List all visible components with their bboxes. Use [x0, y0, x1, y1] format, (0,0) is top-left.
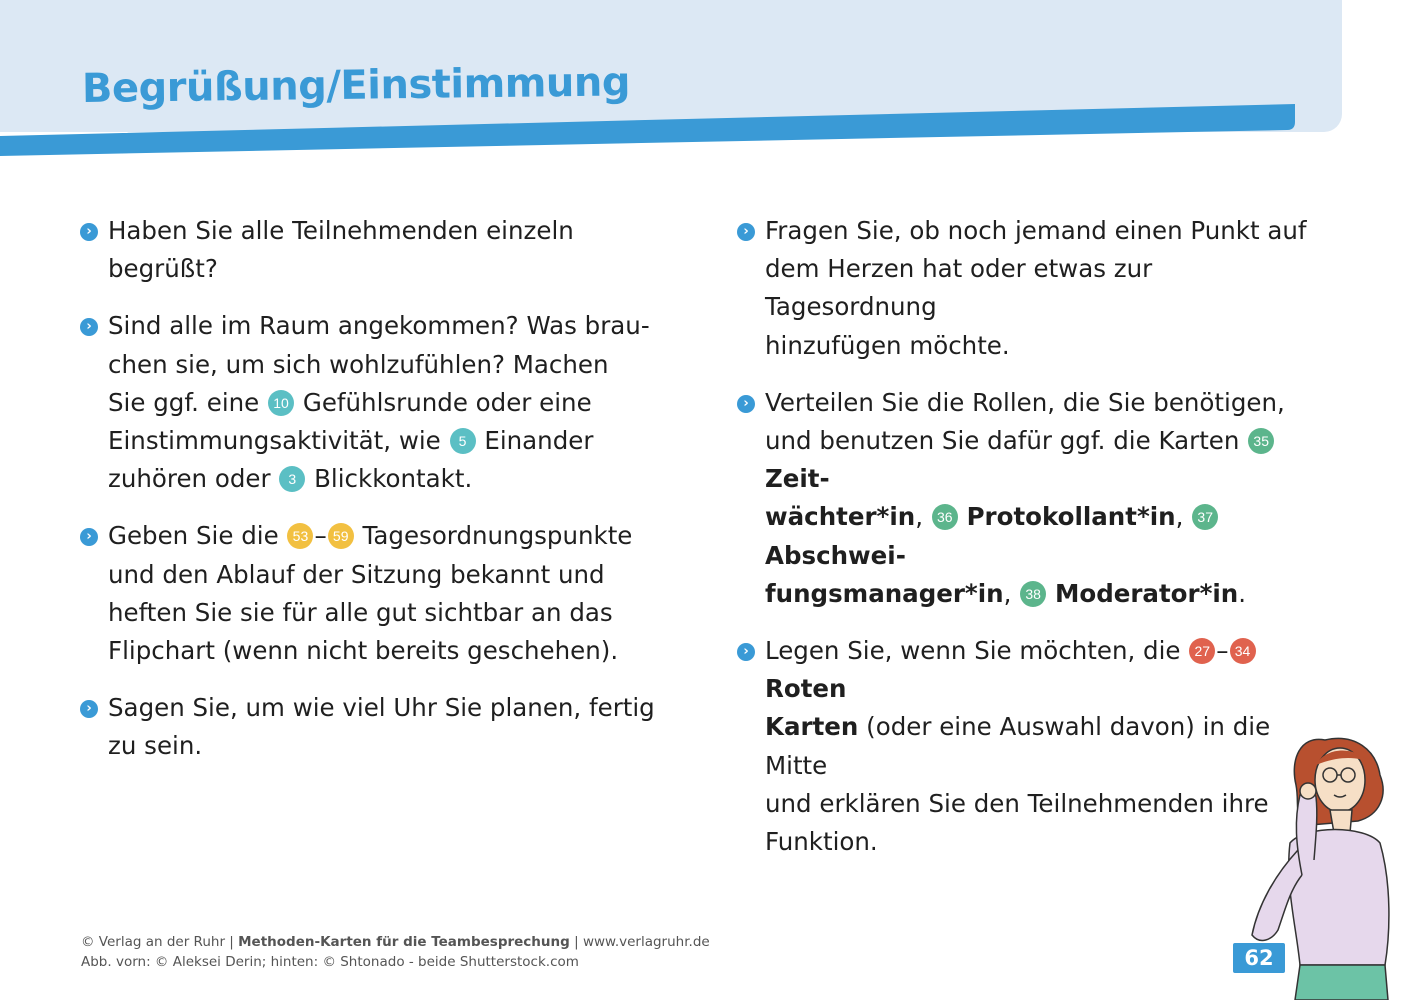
- list-item: › Sagen Sie, um wie viel Uhr Sie planen, fertig zu sein.: [80, 689, 660, 765]
- footer-copyright: © Verlag an der Ruhr | Methoden-Karten für die Teambesprechung | www.verlagruhr.de: [81, 934, 710, 950]
- footer: [81, 933, 710, 972]
- card-number-badge: 38: [1020, 581, 1046, 607]
- card-number-badge: 36: [932, 504, 958, 530]
- card-number-badge: 34: [1230, 638, 1256, 664]
- card-number-badge: 37: [1192, 504, 1218, 530]
- arrow-right-circle-icon: ›: [737, 395, 755, 413]
- card-number-badge: 10: [268, 390, 294, 416]
- card-number-badge: 5: [450, 428, 476, 454]
- card-number-badge: 53: [287, 523, 313, 549]
- arrow-right-circle-icon: ›: [80, 700, 98, 718]
- list-item: › Haben Sie alle Teilnehmenden einzeln begrüßt?: [80, 212, 660, 288]
- list-item: › Verteilen Sie die Rollen, die Sie benötigen, und benutzen Sie dafür ggf. die Karten 35 Zeit- wächter*in, 36 Protokollant*in, 37 Abschwei- fungsmanager*in, 38 Moderator*in.: [737, 384, 1317, 613]
- card-number-badge: 3: [279, 466, 305, 492]
- card-number-badge: 27: [1189, 638, 1215, 664]
- list-item: › Legen Sie, wenn Sie möchten, die 27 – 34 Roten Karten (oder eine Auswahl davon) in die Mitte und erklären Sie den Teilnehmenden ihre Funktion.: [737, 632, 1317, 861]
- page-number: 62: [1233, 943, 1285, 973]
- arrow-right-circle-icon: ›: [737, 223, 755, 241]
- card-number-badge: 35: [1248, 428, 1274, 454]
- footer-credits: Abb. vorn: © Aleksei Derin; hinten: © Shtonado - beide Shutterstock.com: [81, 953, 579, 970]
- arrow-right-circle-icon: ›: [80, 528, 98, 546]
- list-item: › Geben Sie die 53 – 59 Tagesordnungspunkte und den Ablauf der Sitzung bekannt und heften Sie sie für alle gut sichtbar an das Flipchart (wenn nicht bereits geschehen).: [80, 517, 660, 670]
- list-item: › Sind alle im Raum angekommen? Was brau- chen sie, um sich wohlzufühlen? Machen Sie ggf. eine 10 Gefühlsrunde oder eine Einstimmungsaktivität, wie 5 Einander zuhören oder 3 Blickkontakt.: [80, 307, 660, 498]
- left-column: [80, 212, 660, 785]
- card-number-badge: 59: [328, 523, 354, 549]
- list-item: › Fragen Sie, ob noch jemand einen Punkt auf dem Herzen hat oder etwas zur Tagesordnung hinzufügen möchte.: [737, 212, 1317, 365]
- arrow-right-circle-icon: ›: [80, 318, 98, 336]
- arrow-right-circle-icon: ›: [737, 643, 755, 661]
- arrow-right-circle-icon: ›: [80, 223, 98, 241]
- page-title: Begrüßung/Einstimmung: [81, 59, 631, 112]
